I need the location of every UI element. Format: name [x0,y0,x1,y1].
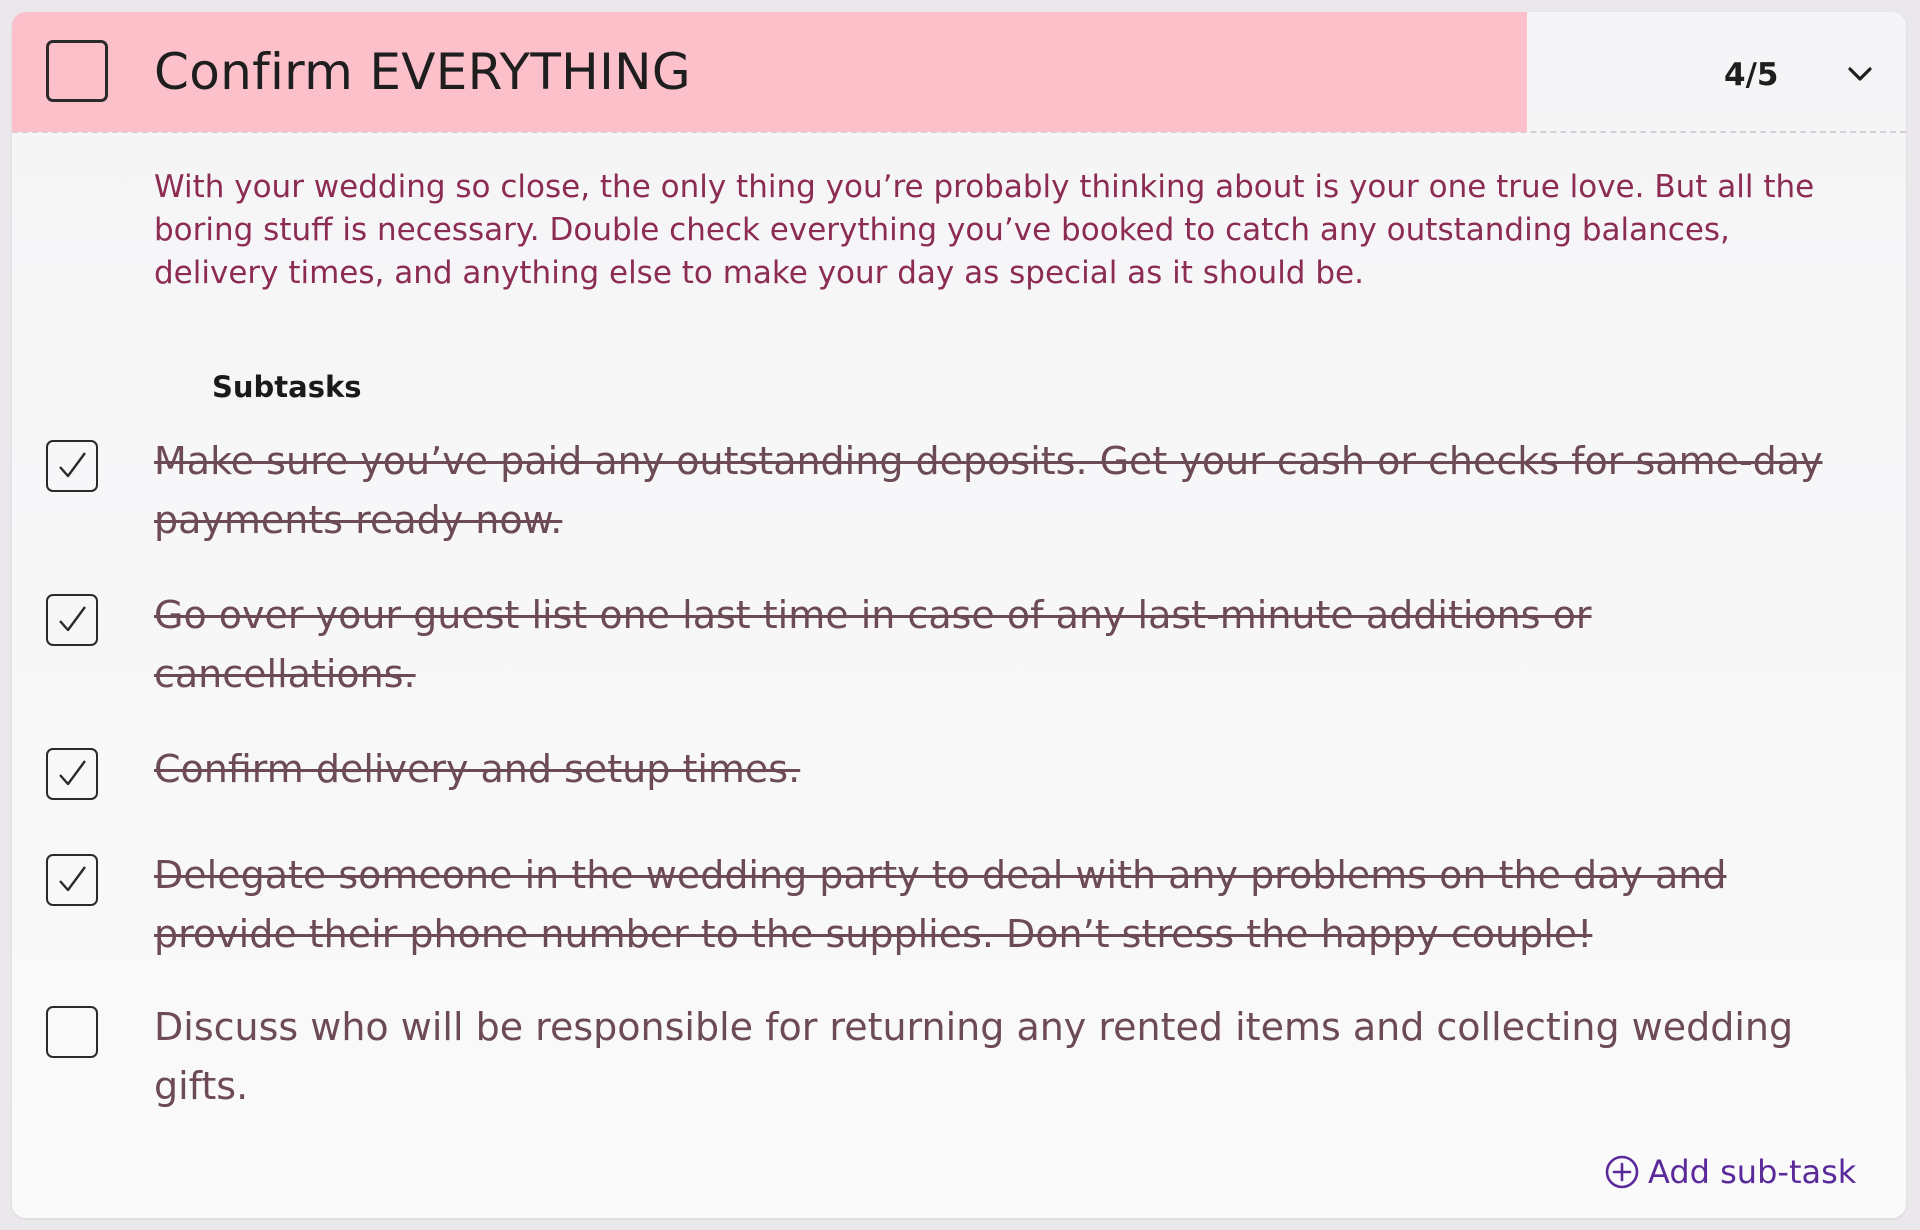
checkmark-icon [54,756,90,792]
task-title: Confirm EVERYTHING [154,43,691,101]
subtask-progress-count: 4/5 [1724,57,1779,93]
subtask-checkbox[interactable] [46,594,98,646]
checkmark-icon [54,602,90,638]
subtask-text: Go over your guest list one last time in case of any last-minute additions or cancellations. [154,593,1592,696]
task-card [12,12,1906,1218]
subtask-text: Confirm delivery and setup times. [154,747,801,791]
plus-circle-icon [1604,1154,1640,1190]
subtasks-heading: Subtasks [212,370,362,404]
checkmark-icon [54,448,90,484]
checkmark-icon [54,862,90,898]
subtask-text: Discuss who will be responsible for returning any rented items and collecting wedding gifts. [154,1005,1794,1108]
chevron-down-icon[interactable] [1838,52,1882,96]
subtask-checkbox[interactable] [46,854,98,906]
subtask-checkbox[interactable] [46,440,98,492]
add-subtask-button[interactable] [1604,1150,1856,1194]
add-subtask-label: Add sub-task [1648,1153,1857,1191]
task-header [12,12,1906,133]
subtask-checkbox[interactable] [46,748,98,800]
task-checkbox[interactable] [46,40,108,102]
subtask-checkbox[interactable] [46,1006,98,1058]
task-description: With your wedding so close, the only thing you’re probably thinking about is your one true love. But all the boring stuff is necessary. Double check everything you’ve booked to catch any outstanding balances, delivery times, and anything else to make your day as special as it should be. [154,169,1815,291]
subtask-text: Make sure you’ve paid any outstanding deposits. Get your cash or checks for same-day payments ready now. [154,439,1823,542]
subtask-text: Delegate someone in the wedding party to deal with any problems on the day and provide their phone number to the supplies. Don’t stress the happy couple! [154,853,1727,956]
